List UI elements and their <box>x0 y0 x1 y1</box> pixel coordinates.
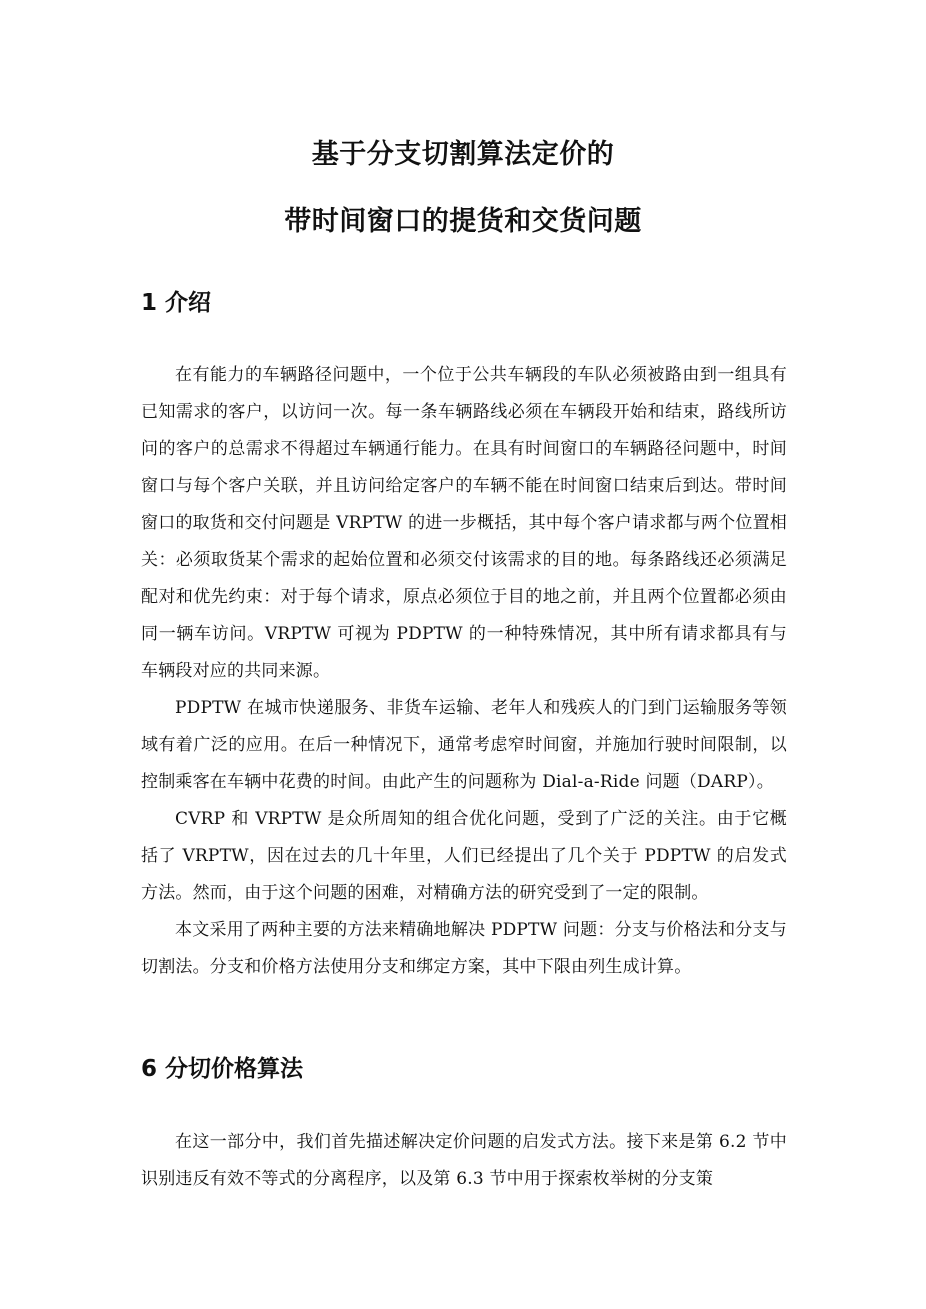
section-1-heading: 1 介绍 <box>141 290 212 316</box>
section-1-paragraph-4: 本文采用了两种主要的方法来精确地解决 PDPTW 问题：分支与价格法和分支与切割法。分支和价格方法使用分支和绑定方案，其中下限由列生成计算。 <box>141 920 787 977</box>
document-title-line-1: 基于分支切割算法定价的 <box>311 139 615 170</box>
section-6-paragraph-1: 在这一部分中，我们首先描述解决定价问题的启发式方法。接下来是第 6.2 节中识别违反有效不等式的分离程序，以及第 6.3 节中用于探索枚举树的分支策 <box>141 1132 787 1189</box>
section-1-paragraph-3: CVRP 和 VRPTW 是众所周知的组合优化问题，受到了广泛的关注。由于它概括了 VRPTW，因在过去的几十年里，人们已经提出了几个关于 PDPTW 的启发式方法。然而，由于这个问题的困难，对精确方法的研究受到了一定的限制。 <box>141 809 787 903</box>
section-1-body <box>141 357 787 986</box>
document-title-line-2: 带时间窗口的提货和交货问题 <box>284 206 642 237</box>
section-6-heading: 6 分切价格算法 <box>141 1056 304 1082</box>
section-1-paragraph-2: PDPTW 在城市快递服务、非货车运输、老年人和残疾人的门到门运输服务等领域有着广泛的应用。在后一种情况下，通常考虑窄时间窗，并施加行驶时间限制，以控制乘客在车辆中花费的时间。由此产生的问题称为 Dial-a-Ride 问题（DARP）。 <box>141 698 787 792</box>
section-6-body <box>141 1124 787 1198</box>
section-1-paragraph-1: 在有能力的车辆路径问题中，一个位于公共车辆段的车队必须被路由到一组具有已知需求的客户，以访问一次。每一条车辆路线必须在车辆段开始和结束，路线所访问的客户的总需求不得超过车辆通行能力。在具有时间窗口的车辆路径问题中，时间窗口与每个客户关联，并且访问给定客户的车辆不能在时间窗口结束后到达。带时间窗口的取货和交付问题是 VRPTW 的进一步概括，其中每个客户请求都与两个位置相关：必须取货某个需求的起始位置和必须交付该需求的目的地。每条路线还必须满足配对和优先约束：对于每个请求，原点必须位于目的地之前，并且两个位置都必须由同一辆车访问。VRPTW 可视为 PDPTW 的一种特殊情况，其中所有请求都具有与车辆段对应的共同来源。 <box>141 365 787 681</box>
